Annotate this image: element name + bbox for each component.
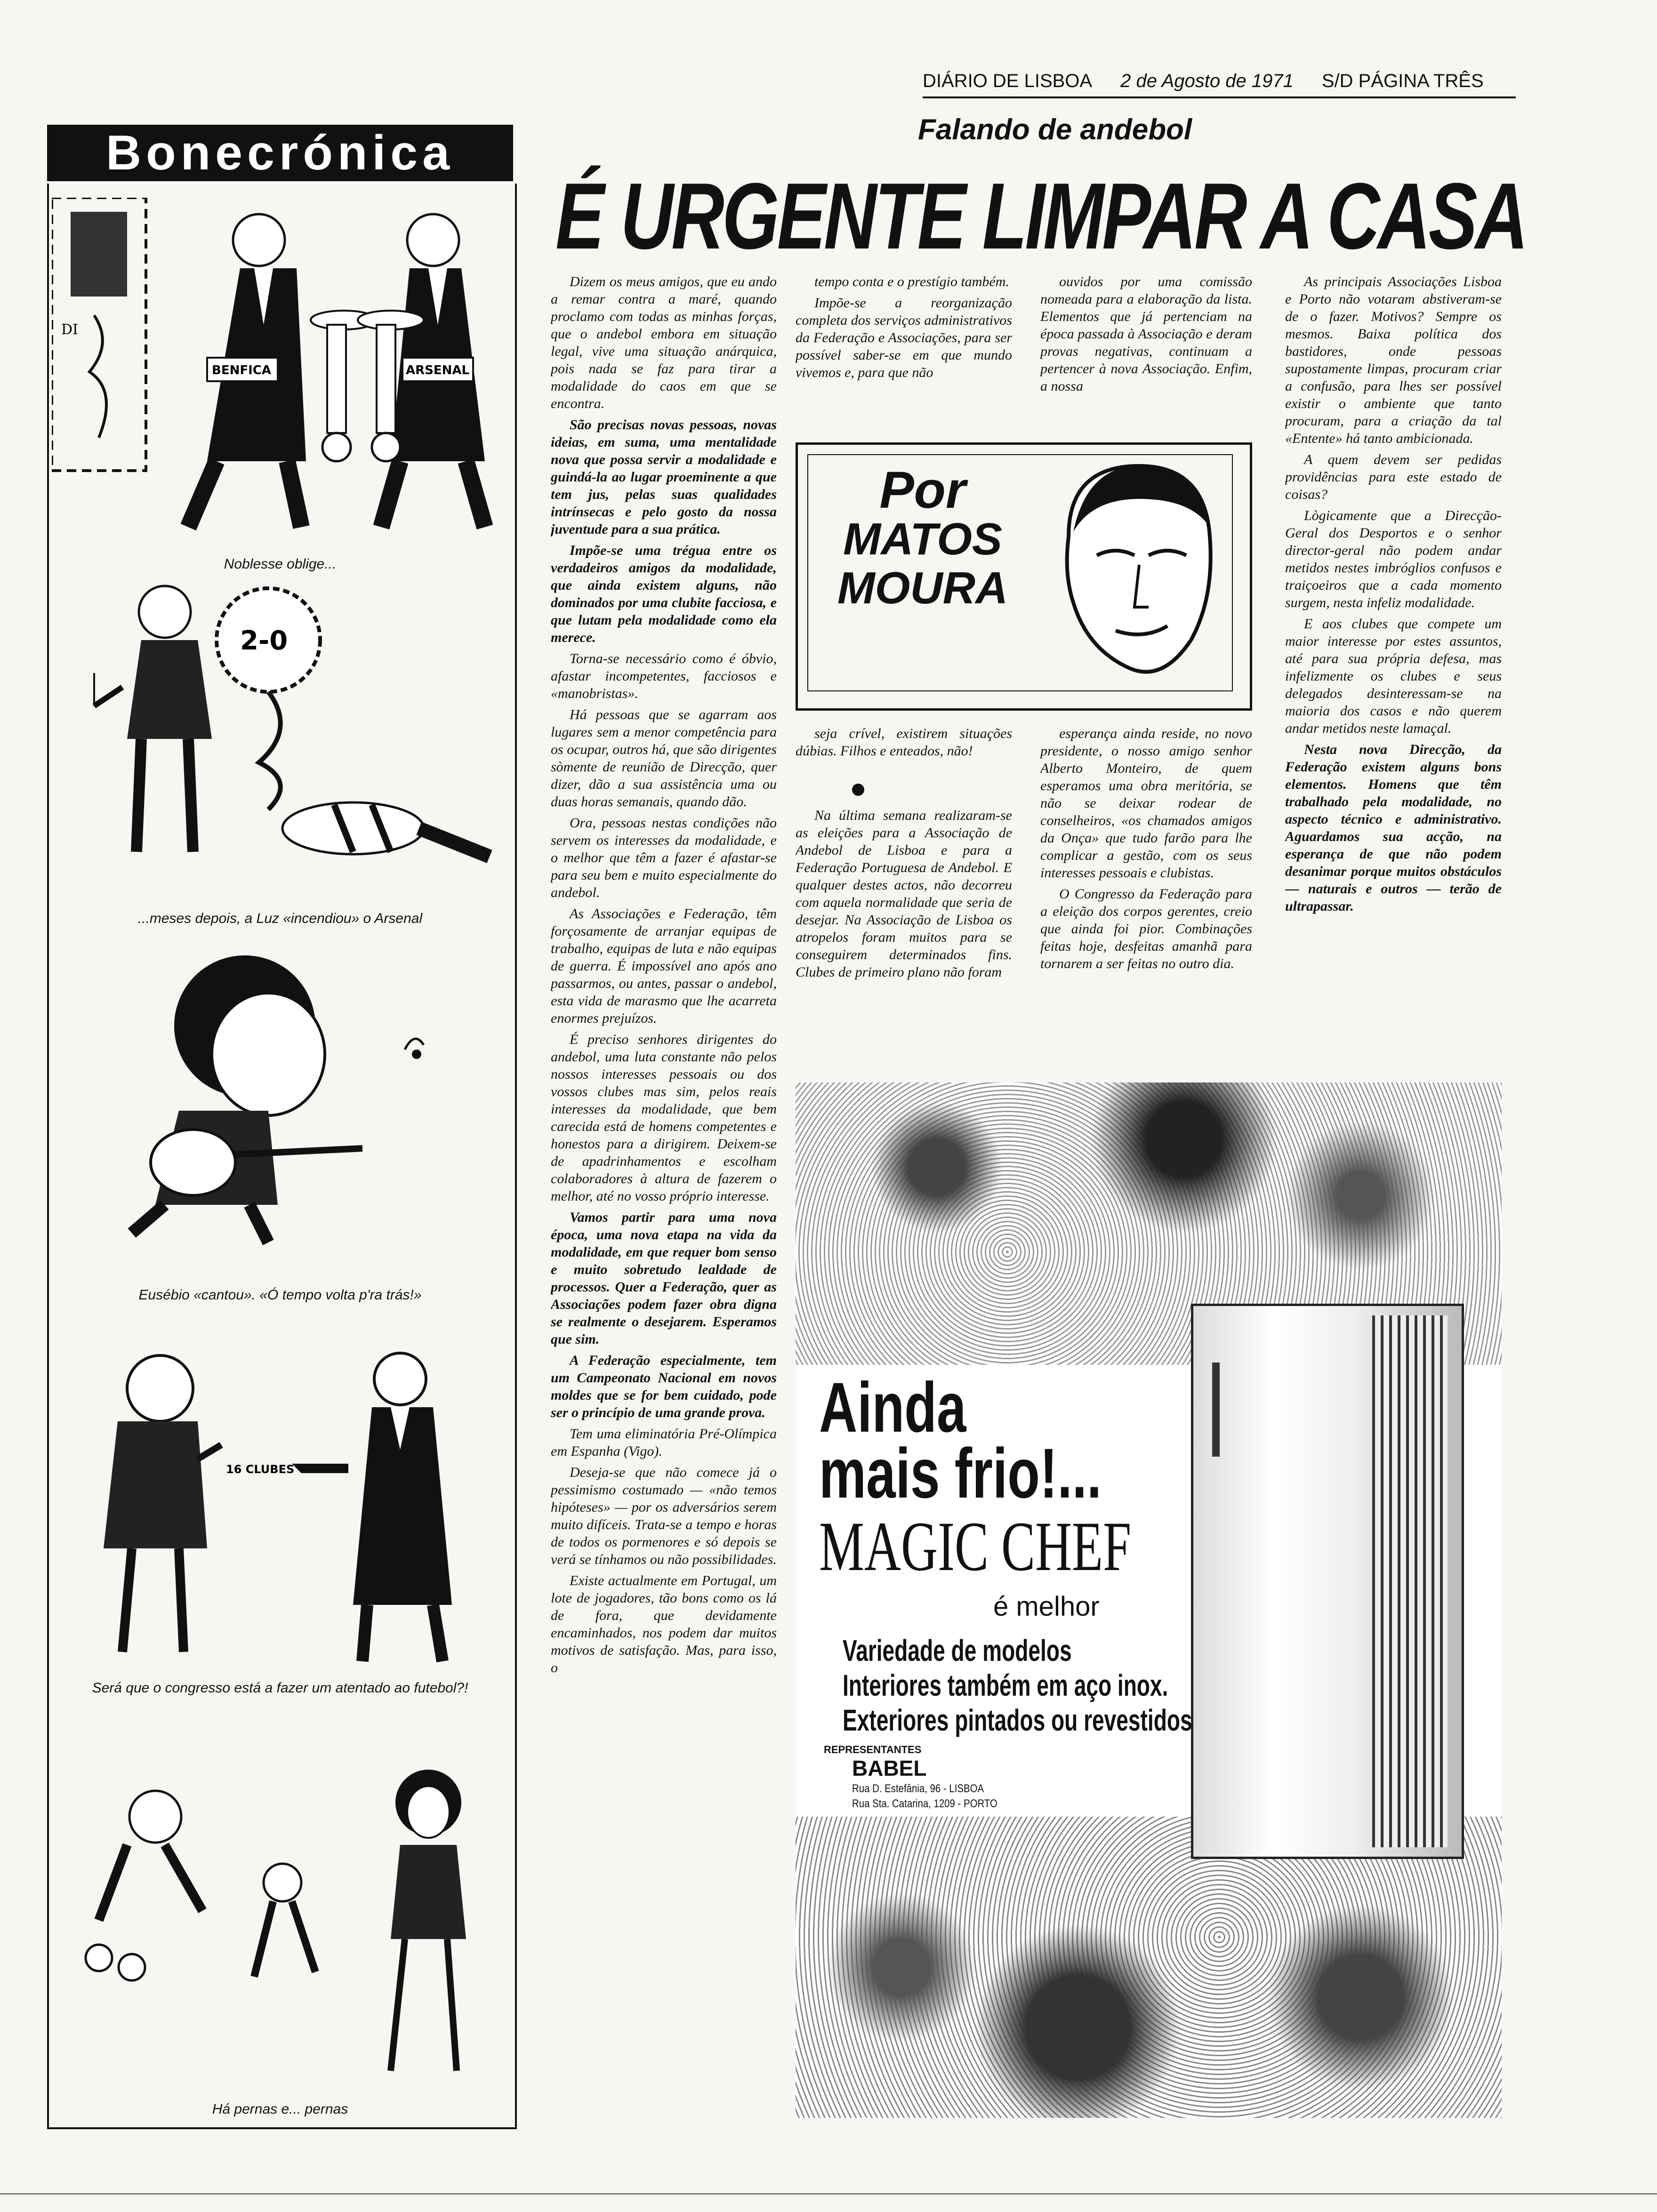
caption-2: ...meses depois, a Luz «incendiou» o Arsenal <box>137 911 423 926</box>
cartoon-signature: DI <box>61 321 78 338</box>
advert-tagline: é melhor <box>993 1591 1100 1622</box>
article-column-2-top <box>796 273 1012 433</box>
paragraph: E aos clubes que compete um maior interesse por estes assuntos, até para sua própria defesa, mas infelizmente os clubes e seus delegados desinteressam-se na maioria dos casos e não querem andar metidos neste lamaçal. <box>1285 616 1502 736</box>
paragraph: Há pessoas que se agarram aos lugares sem a menor competência para os ocupar, outros há, que são dirigentes sòmente de reunião de Direcção, quer dizer, dão a sua assistência uma ou duas horas semanais, quando dão. <box>551 707 777 809</box>
paragraph: Impõe-se a reorganização completa dos serviços administrativos da Federação e Associações, para ser possível saber-se em que mundo vivemos e, para que não <box>796 295 1012 380</box>
bonecronica-title: Bonecrónica <box>47 125 513 181</box>
article-column-2-bottom <box>796 725 1012 1045</box>
advert-addresses <box>852 1781 997 1811</box>
paragraph: Vamos partir para uma nova época, uma nova etapa na vida da modalidade, em que requer bom senso e muito sobretudo lealdade de processos. Quer a Federação, quer as Associações podem fazer obra digna se realmente o desejarem. Esperamos que sim. <box>551 1210 777 1347</box>
paragraph: Torna-se necessário como é óbvio, afastar incompetentes, facciosos e «manobristas». <box>551 651 777 701</box>
page-number: S/D PÁGINA TRÊS <box>1321 71 1484 91</box>
paragraph: Nesta nova Direcção, da Federação existem alguns bons elementos. Homens que têm trabalhado pela modalidade, no aspecto técnico e administrativo. Aguardamos sua acção, na esperança de que não podem desanimar porque muitos obstáculos — naturais e outros — terão de ultrapassar. <box>1285 742 1502 914</box>
article-column-1 <box>551 273 777 2137</box>
advert-brand: MAGIC CHEF <box>819 1507 1132 1586</box>
cartoon-luz-arsenal <box>71 584 494 885</box>
paragraph: Tem uma eliminatória Pré-Olímpica em Espanha (Vigo). <box>551 1426 777 1459</box>
issue-date: 2 de Agosto de 1971 <box>1120 71 1294 91</box>
label-16-clubes: 16 CLUBES <box>226 1463 295 1476</box>
advert-rep-name: BABEL <box>852 1756 927 1780</box>
paragraph: tempo conta e o prestígio também. <box>814 274 1009 289</box>
article-headline: É URGENTE LIMPAR A CASA <box>555 164 1526 269</box>
cartoon-noblesse-oblige <box>52 198 508 555</box>
author-portrait <box>1050 461 1224 682</box>
paragraph: Ora, pessoas nestas condições não servem os interesses da modalidade, e o melhor que têm a fazer é afastar-se para seu bem e muito especialmente do andebol. <box>551 815 777 900</box>
address-lisboa: Rua D. Estefânia, 96 - LISBOA <box>852 1782 984 1795</box>
paragraph: Deseja-se que não comece já o pessimismo costumado — «não temos hipóteses» — por os adversários serem muito difíceis. Trata-se a tempo e horas de todos os pormenores e só depois se verá se tínhamos ou não possibilidades. <box>551 1465 777 1567</box>
magic-chef-advert <box>796 1082 1502 2118</box>
paragraph: O Congresso da Federação para a eleição dos corpos gerentes, creio que ainda foi pior. Combinações feitas hoje, desfeitas amanhã para tornarem a ser feitas no outro dia. <box>1040 886 1252 971</box>
address-porto: Rua Sta. Catarina, 1209 - PORTO <box>852 1797 997 1810</box>
paragraph: ouvidos por uma comissão nomeada para a elaboração da lista. Elementos que já pertenciam na época passada à Associação e deram provas negativas, continuam a pertencer à nova Associação. Enfim, a nossa <box>1040 274 1252 394</box>
paragraph: As Associações e Federação, têm forçosamente de arranjar equipas de trabalho, equipas de luta e não equipas de guerra. É impossível ano após ano passarmos, ou antes, passar o andebol, esta vida de marasmo que lhe acarreta enormes prejuízos. <box>551 906 777 1026</box>
paragraph: Dizem os meus amigos, que eu ando a remar contra a maré, quando proclamo com todas as minhas forças, que o andebol embora em situação legal, vive uma situação anárquica, pois nada se faz para tirar a modalidade do caos em que se encontra. <box>551 274 777 411</box>
byline-name-2: MOURA <box>837 563 1008 613</box>
byline-por: Por <box>879 461 966 519</box>
masthead-rule <box>923 96 1516 98</box>
label-score: 2-0 <box>240 625 288 656</box>
paragraph: As principais Associações Lisboa e Porto não votaram abstiveram-se de o fazer. Motivos? Sempre os mesmos. Baixa política dos bastidores, onde pessoas supostamente limpas, procuram criar a confusão, para lhes ser possível existir o ambiente que tanto procuram, para a criação da tal «Entente» há tanto ambicionada. <box>1285 274 1502 446</box>
label-arsenal: ARSENAL <box>406 363 470 377</box>
cartoon-pernas <box>71 1760 494 2090</box>
page-bottom-rule <box>0 2193 1657 2195</box>
caption-4: Será que o congresso está a fazer um atentado ao futebol?! <box>92 1680 468 1696</box>
paragraph: É preciso senhores dirigentes do andebol, uma luta constante não pelos nossos interesses pessoais ou dos vossos clubes mas sim, pelos reais interesses da modalidade, que bem carecida está de homens competentes e honestos para a dirigirem. Deixem-se de apadrinhamentos e escolham colaboradores à altura de fazerem o melhor, até no vosso próprio interesse. <box>551 1032 777 1204</box>
advert-rep-label: REPRESENTANTES <box>824 1744 922 1755</box>
article-column-3-bottom <box>1040 725 1252 1045</box>
paragraph: Existe actualmente em Portugal, um lote de jogadores, tão bons como os lá de fora, que devidamente encaminhados, nos podem dar muitos motivos de satisfação. Mas, para isso, o <box>551 1573 777 1675</box>
advert-features <box>843 1633 1192 1738</box>
feature: Interiores também em aço inox. <box>843 1668 1168 1702</box>
paragraph: seja crível, existirem situações dúbias. Filhos e enteados, não! <box>796 726 1012 759</box>
article-column-3-top <box>1040 273 1252 433</box>
advert-headline-line-1: Ainda <box>819 1368 966 1447</box>
advert-headline-line-2: mais frio!... <box>819 1434 1102 1513</box>
paragraph: esperança ainda reside, no novo presidente, o nosso amigo senhor Alberto Monteiro, de quem esperamos uma obra meritória, se não se deixar rodear de conselheiros, «os chamados amigos da Onça» que tudo farão para lhe complicar a gestão, com os seus interesses pessoais e clubistas. <box>1040 726 1252 881</box>
paragraph: Na última semana realizaram-se as eleições para a Associação de Andebol de Lisboa e para a Federação Portuguesa de Andebol. E qualquer destes actos, não decorreu com aquela normalidade que seria de desejar. Na Associação de Lisboa os atropelos foram muitos para se conseguirem determinados fins. Clubes de primeiro plano não foram <box>796 808 1012 980</box>
paragraph: A Federação especialmente, tem um Campeonato Nacional em novos moldes que se for bem cuidado, pode ser o princípio de uma grande prova. <box>551 1353 777 1420</box>
byline-name-1: MATOS <box>843 514 1002 564</box>
caption-3: Eusébio «cantou». «Ó tempo volta p'ra trás!» <box>138 1287 422 1303</box>
feature: Variedade de modelos <box>843 1634 1072 1667</box>
feature: Exteriores pintados ou revestidos <box>843 1703 1192 1737</box>
cartoon-congresso <box>75 1341 490 1671</box>
article-column-4 <box>1285 273 1502 1045</box>
masthead <box>923 71 1511 99</box>
advert-headline <box>819 1368 1102 1513</box>
section-dot <box>852 784 864 796</box>
advert-photo-bottom <box>796 1817 1502 2118</box>
paragraph: Lògicamente que a Direcção-Geral dos Desportos e o senhor director-geral não podem andar metidos nestes imbróglios confusos e traiçoeiros que a cada momento surgem, nesta infeliz modalidade. <box>1285 508 1502 610</box>
paragraph: A quem devem ser pedidas providências para este estado de coisas? <box>1285 452 1502 502</box>
byline <box>819 461 1026 613</box>
caption-1: Noblesse oblige... <box>224 556 337 572</box>
label-benfica: BENFICA <box>212 363 271 377</box>
paragraph: São precisas novas pessoas, novas ideias, em suma, uma mentalidade nova que possa servir a modalidade e guindá-la ao lugar proeminente a que tem jus, pelas suas qualidades intrínsecas e pelo gosto da nossa juventude para a sua prática. <box>551 417 777 537</box>
caption-5: Há pernas e... pernas <box>212 2101 348 2117</box>
cartoon-eusebio <box>108 941 466 1261</box>
article-kicker: Falando de andebol <box>918 113 1192 146</box>
refrigerator-image <box>1191 1304 1464 1859</box>
paper-name: DIÁRIO DE LISBOA <box>923 71 1093 91</box>
paragraph: Impõe-se uma trégua entre os verdadeiros amigos da modalidade, que ainda existem alguns, não dominados por uma clubite facciosa, e que lutam pela modalidade como ela merece. <box>551 543 777 645</box>
